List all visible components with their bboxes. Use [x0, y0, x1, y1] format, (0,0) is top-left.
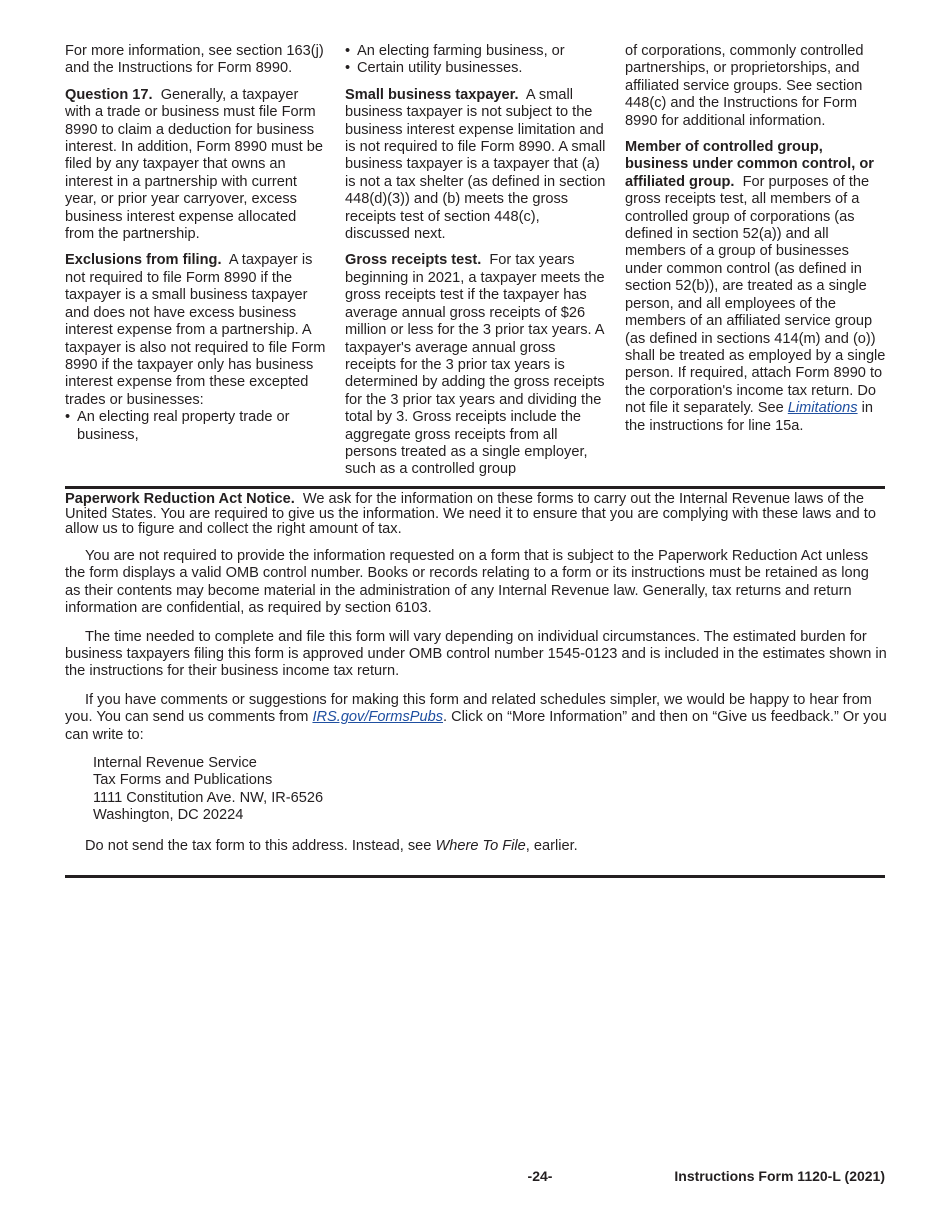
limitations-link[interactable]: Limitations	[787, 400, 858, 417]
irs-formspubs-link[interactable]: IRS.gov/FormsPubs	[312, 709, 444, 726]
divider	[65, 875, 885, 878]
text: If you have comments or suggestions for making this form and related schedules simpler, we would be happy to hear from you. You can send us comments from	[65, 691, 872, 726]
paragraph: For more information, see section 163(j) and the Instructions for Form 8990.	[65, 43, 324, 77]
body: For tax years beginning in 2021, a taxpayer meets the gross receipts test if the taxpayer has average annual gross receipts of $26 million or less for the 3 prior tax years. A taxpayer's average annual gross receipts for the 3 prior tax years is determined by adding the gross receipts for the 3 prior tax years and dividing the total by 3. Gross receipts include the aggregate gross receipts from all persons treated as a single employer, such as a controlled group	[345, 252, 605, 478]
body: For purposes of the gross receipts test, all members of a controlled group of corporations (as defined in section 52(a)) and all members of a group of businesses under common control (as defined in section 52(b)), are treated as a single person, and all employees of the members of an affiliated service group (as defined in sections 414(m) and (o)) shall be treated as employed by a single person. If required, attach Form 8990 to the corporation's income tax return. Do not file it separately. See	[625, 173, 886, 417]
list-item: • An electing real property trade or business,	[65, 409, 327, 444]
column-1	[65, 43, 327, 488]
form-title: Instructions Form 1120-L (2021)	[674, 1168, 885, 1184]
page-number: -24-	[527, 1168, 553, 1184]
divider	[65, 486, 885, 489]
text: , earlier.	[525, 837, 578, 854]
address-line: Internal Revenue Service	[93, 755, 257, 772]
column-3	[625, 43, 887, 488]
paragraph: of corporations, commonly controlled partnerships, or proprietorships, and affiliated service groups. See section 448(c) and the Instructions for Form 8990 for additional information.	[625, 43, 864, 129]
controlled-group	[625, 139, 887, 435]
heading: Question 17.	[65, 86, 153, 103]
body: We ask for the information on these forms to carry out the Internal Revenue laws of the United States. You are required to give us the information. We need it to ensure that you are complying with these laws and to allow us to figure and collect the right amount of tax.	[65, 491, 876, 537]
heading: Exclusions from filing.	[65, 252, 222, 269]
paragraph: The time needed to complete and file this form will vary depending on individual circumstances. The estimated burden for business taxpayers filing this form is approved under OMB control number 1545-0123 and is included in the estimates shown in the instructions for their business income tax return.	[65, 628, 887, 680]
heading: Paperwork Reduction Act Notice.	[65, 491, 295, 507]
text: Where To File	[435, 837, 526, 854]
heading: Gross receipts test.	[345, 252, 482, 269]
small-business-taxpayer	[345, 87, 607, 244]
column-2	[345, 43, 607, 488]
address-line: Washington, DC 20224	[93, 807, 244, 824]
gross-receipts-test	[345, 252, 607, 478]
mailing-address	[65, 755, 887, 825]
address-line: 1111 Constitution Ave. NW, IR-6526	[93, 789, 324, 806]
list-item: • Certain utility businesses.	[345, 60, 607, 77]
body: A small business taxpayer is not subject to the business interest expense limitation and is not required to file Form 8990. A small business taxpayer is a taxpayer that (a) is not a tax shelter (as defined in section 448(d)(3)) and (b) meets the gross receipts test of section 448(c), discussed next.	[345, 86, 606, 243]
paperwork-reduction-act-notice	[65, 492, 887, 866]
paragraph: You are not required to provide the information requested on a form that is subject to the Paperwork Reduction Act unless the form displays a valid OMB control number. Books or records relating to a form or its instructions must be retained as long as their contents may become material in the administration of any Internal Revenue law. Generally, tax returns and return information are confidential, as required by section 6103.	[65, 548, 869, 617]
list-item: • An electing farming business, or	[345, 43, 607, 60]
heading: Member of controlled group, business under common control, or affiliated group.	[625, 139, 874, 190]
heading: Small business taxpayer.	[345, 86, 519, 103]
question-17	[65, 87, 327, 244]
text: Do not send the tax form to this address. Instead, see	[85, 837, 432, 854]
paragraph	[65, 692, 887, 744]
body: A taxpayer is not required to file Form 8990 if the taxpayer is a small business taxpayer and does not have excess business interest expense from a partnership. A taxpayer is also not required to file Form 8990 if the taxpayer only has business interest expense from these excepted trades or businesses:	[65, 252, 326, 408]
paragraph	[65, 838, 887, 855]
body: in the instructions for line 15a.	[625, 400, 873, 434]
text: . Click on “More Information” and then on “Give us feedback.” Or you can write to:	[65, 709, 887, 743]
address-line: Tax Forms and Publications	[93, 772, 273, 789]
exclusions-from-filing	[65, 252, 327, 409]
body: Generally, a taxpayer with a trade or business must file Form 8990 to claim a deduction for business interest. In addition, Form 8990 must be filed by any taxpayer that owns an interest in a partnership with current year, or prior year carryover, excess business interest expense allocated from the partnership.	[65, 86, 323, 243]
